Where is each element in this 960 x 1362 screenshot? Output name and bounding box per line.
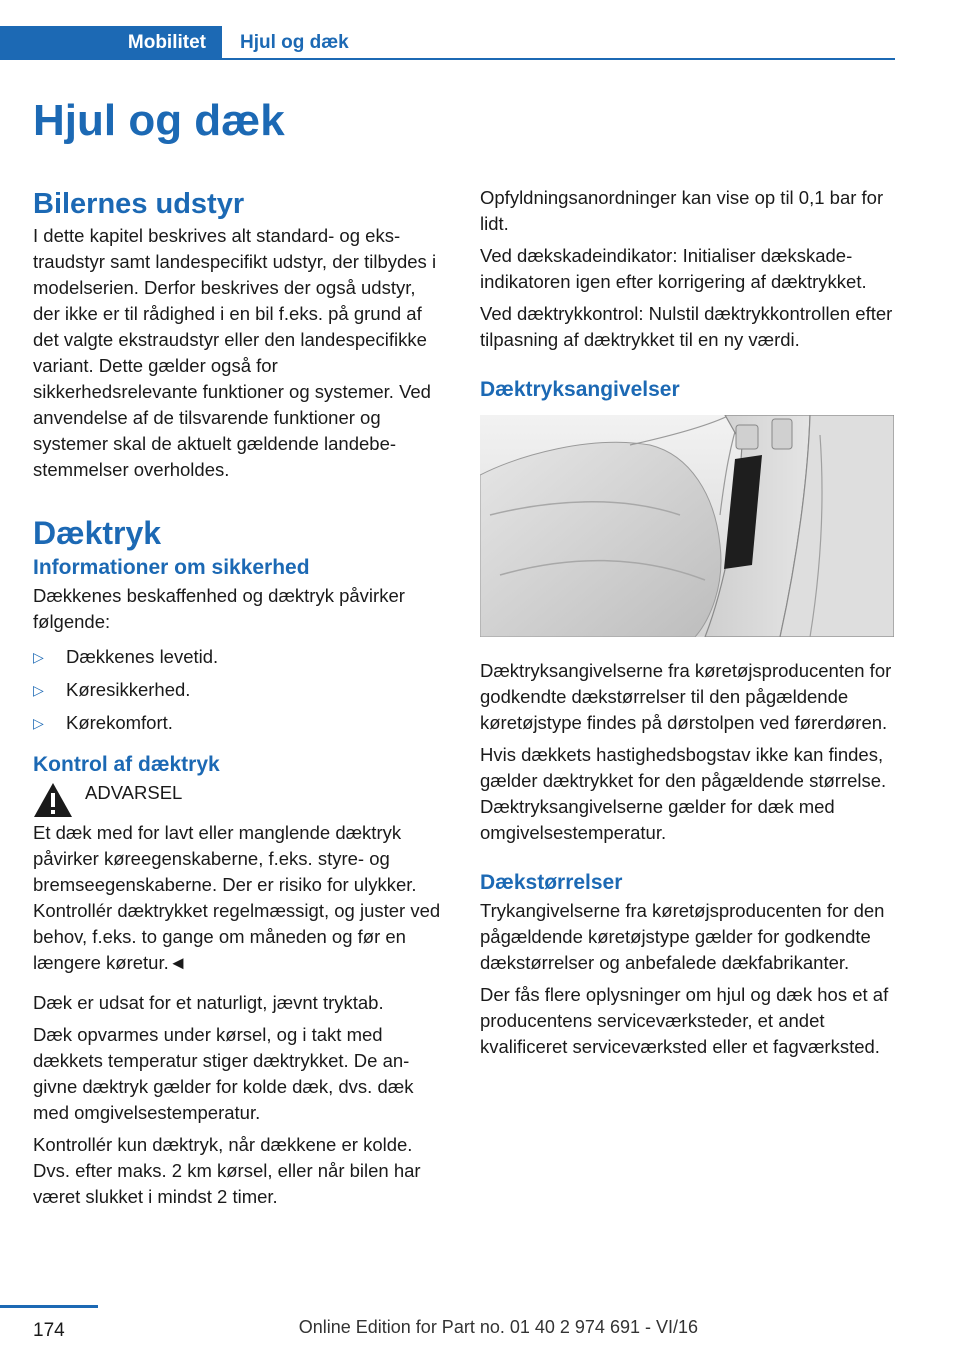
subsection-title-daekstoerrelser: Dækstørrelser (480, 871, 623, 894)
paragraph: Hvis dækkets hastighedsbogstav ikke kan findes, gælder dæktrykket for den pågældende størrelse. Dæktryksangivelserne gælder for dæk med omgivelsestemperatur. (480, 744, 887, 843)
footer-rule (0, 1305, 98, 1308)
triangle-bullet-icon: ▷ (33, 649, 44, 665)
paragraph: Trykangivelserne fra køretøjsproducenten for den pågældende køretøjstype gælder for godkendte dækstørrelser og anbefalede dækfabrikanter. (480, 900, 885, 973)
right-column (480, 185, 894, 1066)
warning-block (33, 780, 447, 820)
paragraph: Kontrollér kun dæktryk, når dækkene er kolde. Dvs. efter maks. 2 km kørsel, eller når bilen har været slukket i mindst 2 timer. (33, 1134, 421, 1207)
triangle-bullet-icon: ▷ (33, 715, 44, 731)
warning-triangle-icon (33, 782, 73, 818)
section-title-daektryk: Dæktryk (33, 515, 162, 551)
left-column (33, 185, 447, 1216)
tab-mobilitet[interactable]: Mobilitet (0, 26, 222, 60)
list-item: ▷ Kørekomfort. (33, 707, 447, 740)
paragraph: Dæktryksangivelserne fra køretøjsproducenten for godkendte dækstørrelser til den pågældende køretøjstype findes på dørstolpen ved førerdøren. (480, 660, 892, 733)
paragraph: Ved dæktrykkontrol: Nulstil dæktrykkontrollen efter tilpasning af dæktrykket til en ny værdi. (480, 303, 893, 350)
subsection-title-sikkerhed: Informationer om sikkerhed (33, 556, 310, 579)
paragraph: Der fås flere oplysninger om hjul og dæk hos et af producentens serviceværksteder, et andet kvalificeret serviceværksted eller et fagværksted. (480, 984, 889, 1057)
triangle-bullet-icon: ▷ (33, 682, 44, 698)
paragraph: Opfyldningsanordninger kan vise op til 0,1 bar for lidt. (480, 187, 884, 234)
subsection-body-sikkerhed: Dækkenes beskaffenhed og dæktryk påvirker følgende: (33, 585, 405, 632)
online-edition-note: Online Edition for Part no. 01 40 2 974 691 - VI/16 (298, 1317, 698, 1337)
page-title: Hjul og dæk (33, 96, 285, 145)
door-pillar-tire-label-image (480, 415, 894, 637)
warning-body: Et dæk med for lavt eller manglende dæktryk påvirker køreegenskaberne, f.eks. styre- og bremseegenskaberne. Der er risiko for ulykker. Kontrollér dæktrykket regelmæssigt, og juster ved behov, f.eks. to gange om måneden og før en længere køretur.◄ (33, 822, 441, 973)
paragraph: Ved dækskadeindikator: Initialiser dækskadeindikatoren igen efter korrigering af dæktrykket. (480, 245, 867, 292)
subsection-title-daektryksangivelser: Dæktryksangivelser (480, 378, 680, 401)
tab-hjul-og-daek[interactable]: Hjul og dæk (240, 32, 349, 53)
header-tabs (0, 26, 895, 60)
subsection-title-kontrol: Kontrol af dæktryk (33, 753, 220, 776)
header-rule (222, 58, 895, 60)
list-item: ▷ Dækkenes levetid. (33, 641, 447, 674)
paragraph: Dæk opvarmes under kørsel, og i takt med dækkets temperatur stiger dæktrykket. De angivne dæktryk gælder for kolde dæk, dvs. dæk med omgivelsestemperatur. (33, 1024, 414, 1123)
paragraph: Dæk er udsat for et naturligt, jævnt tryktab. (33, 992, 384, 1013)
section-body-bilernes-udstyr: I dette kapitel beskrives alt standard- og ekstraudstyr samt landespecifikt udstyr, der tilbydes i modelserien. Derfor beskrives der også udstyr, der ikke er til rådighed i en bil f.eks. på grund af det valgte ekstraudstyr eller den landespecifikke variant. Dette gælder også for sikkerhedsrelevante funktioner og systemer. Ved anvendelse af de tilsvarende funktioner og systemer skal de aktuelt gældende landebestemmelser overholdes. (33, 225, 437, 480)
section-title-bilernes-udstyr: Bilernes udstyr (33, 188, 245, 220)
page-number: 174 (33, 1320, 65, 1341)
bullet-list (33, 641, 447, 740)
warning-label: ADVARSEL (85, 782, 183, 803)
list-item: ▷ Køresikkerhed. (33, 674, 447, 707)
